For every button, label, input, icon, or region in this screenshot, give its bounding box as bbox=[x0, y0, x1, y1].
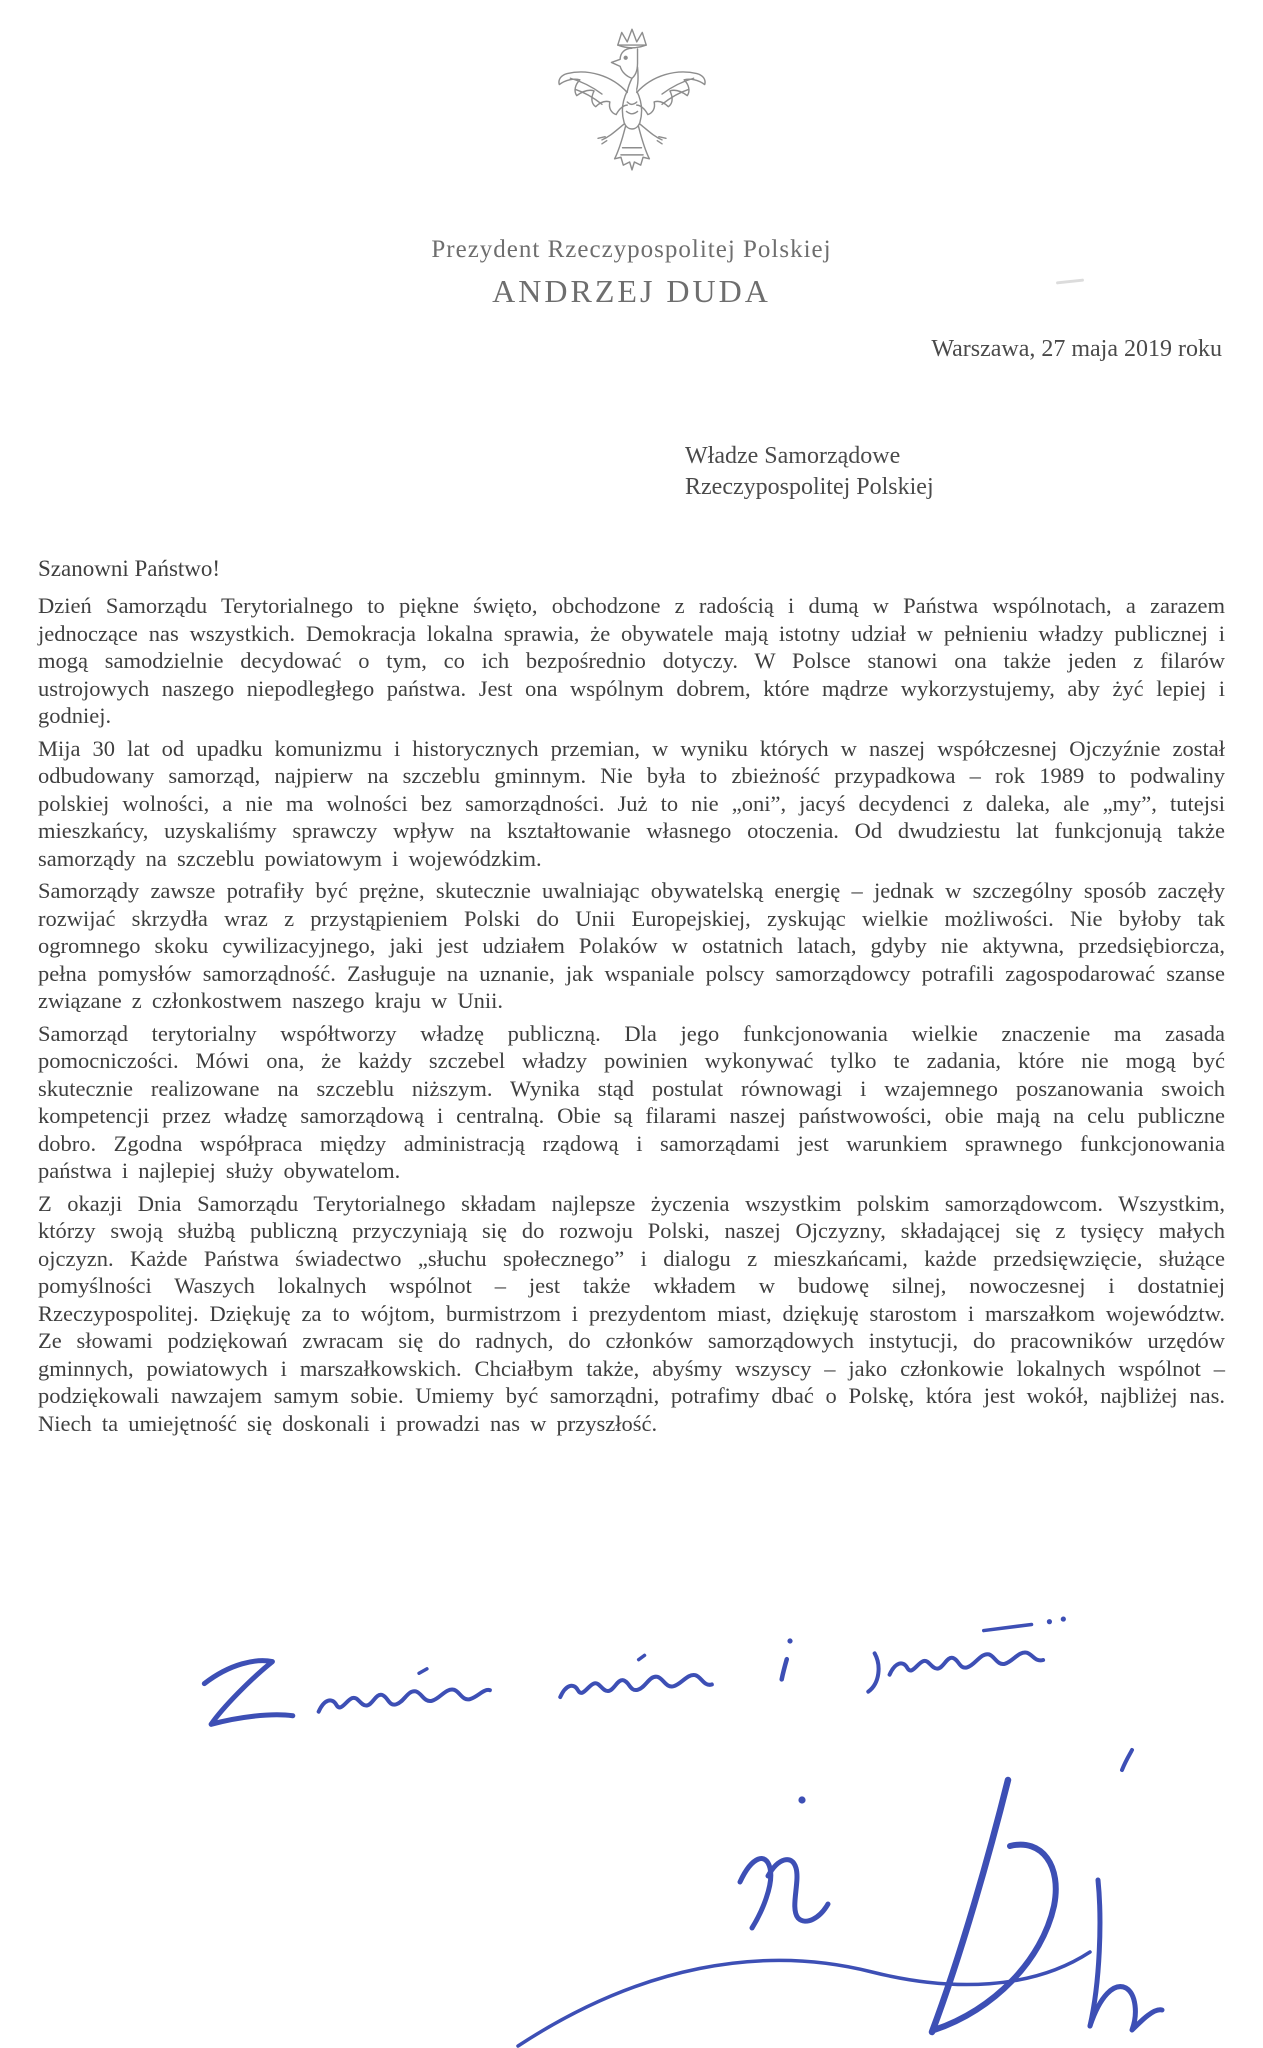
handwritten-closing-text bbox=[203, 1616, 1069, 1724]
letter-paragraph: Mija 30 lat od upadku komunizmu i historycznych przemian, w wyniku których w naszej współczesnej Ojczyźnie został odbudowany samorząd, najpierw na szczeblu gminnym. Nie była to zbieżność przypadkowa – rok 1989 to podwaliny polskiej wolności, a nie ma wolności bez samorządności. Już to nie „oni”, jacyś decydenci z daleka, ale „my”, tutejsi mieszkańcy, uzyskaliśmy sprawczy wpływ na kształtowanie własnego otoczenia. Od dwudziestu lat funkcjonują także samorządy na szczeblu powiatowym i wojewódzkim. bbox=[38, 735, 1225, 871]
letter-body bbox=[38, 592, 1225, 1442]
letter-paragraph: Samorząd terytorialny współtworzy władzę publiczną. Dla jego funkcjonowania wielkie znaczenie ma zasada pomocniczości. Mówi ona, że każdy szczebel władzy powinien wykonywać tylko te zadania, które nie mogą być skutecznie realizowane na szczeblu niższym. Wynika stąd postulat równowagi i wzajemnego poszanowania swoich kompetencji przez władzę samorządową i centralną. Obie są filarami naszej państwowości, obie mają na celu publiczne dobro. Zgodna współpraca między administracją rządową i samorządami jest warunkiem sprawnego funkcjonowania państwa i najlepiej służy obywatelom. bbox=[38, 1020, 1225, 1183]
addressee-line: Rzeczypospolitej Polskiej bbox=[685, 474, 934, 500]
letter-paragraph: Z okazji Dnia Samorządu Terytorialnego składam najlepsze życzenia wszystkim polskim samorządowcom. Wszystkim, którzy swoją służbą publiczną przyczyniają się do rozwoju Polski, naszej Ojczyzny, składającej się z tysięcy małych ojczyzn. Każde Państwa świadectwo „słuchu społecznego” i dialogu z mieszkańcami, każde przedsięwzięcie, służące pomyślności Waszych lokalnych wspólnot – jest także wkładem w budowę silnej, nowoczesnej i dostatniej Rzeczypospolitej. Dziękuję za to wójtom, burmistrzom i prezydentom miast, dziękuję starostom i marszałkom województw. Ze słowami podziękowań zwracam się do radnych, do członków samorządowych instytucji, do pracowników urzędów gminnych, powiatowych i marszałkowskich. Chciałbym także, abyśmy wszyscy – jako członkowie lokalnych wspólnot – podziękowali nawzajem samym sobie. Umiemy być samorządni, potrafimy dbać o Polskę, która jest wokół, najbliżej nas. Niech ta umiejętność się doskonali i prowadzi nas w przyszłość. bbox=[38, 1190, 1225, 1436]
sender-title: Prezydent Rzeczypospolitej Polskiej bbox=[431, 236, 832, 263]
signature-scribble bbox=[518, 1750, 1162, 2046]
dateline: Warszawa, 27 maja 2019 roku bbox=[931, 336, 1222, 362]
sender-name: ANDRZEJ DUDA bbox=[492, 273, 771, 309]
polish-eagle-emblem-icon bbox=[553, 13, 711, 183]
letter-paragraph: Dzień Samorządu Terytorialnego to piękne święto, obchodzone z radością i dumą w Państwa wspólnotach, a zarazem jednoczące nas wszystkich. Demokracja lokalna sprawia, że obywatele mają istotny udział w pełnieniu władzy publicznej i mogą samodzielnie decydować o tym, co ich bezpośrednio dotyczy. W Polsce stanowi ona także jeden z filarów ustrojowych naszego niepodległego państwa. Jest ona wspólnym dobrem, które mądrze wykorzystujemy, aby żyć lepiej i godniej. bbox=[38, 593, 1225, 728]
handwritten-ink bbox=[0, 1600, 1263, 2048]
salutation: Szanowni Państwo! bbox=[38, 556, 221, 581]
addressee-block bbox=[685, 441, 934, 503]
addressee-line: Władze Samorządowe bbox=[685, 443, 901, 469]
letter-paragraph: Samorządy zawsze potrafiły być prężne, skutecznie uwalniając obywatelską energię – jednak w szczególny sposób zaczęły rozwijać skrzydła wraz z przystąpieniem Polski do Unii Europejskiej, zyskując wielkie możliwości. Nie byłoby tak ogromnego skoku cywilizacyjnego, jaki jest udziałem Polaków w ostatnich latach, gdyby nie aktywna, przedsiębiorcza, pełna pomysłów samorządność. Zasługuje na uznanie, jak wspaniale polscy samorządowcy potrafili zagospodarować szanse związane z członkostwem naszego kraju w Unii. bbox=[38, 878, 1225, 1013]
